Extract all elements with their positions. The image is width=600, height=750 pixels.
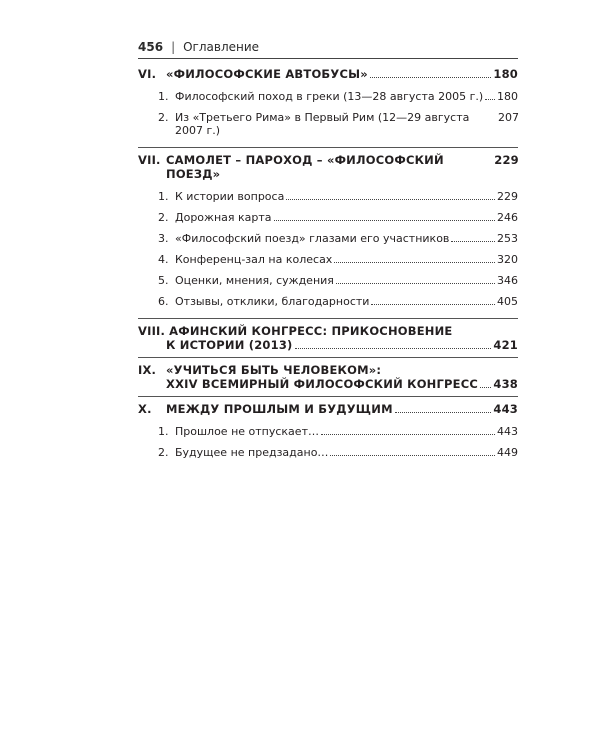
toc-entry[interactable]: [138, 421, 518, 442]
leader-dots: [485, 99, 495, 100]
entry-number: 1.: [158, 425, 169, 438]
page-number: 456: [138, 40, 164, 54]
leader-dots: [336, 283, 495, 284]
table-of-contents: [138, 62, 518, 469]
section-title-line2: К ИСТОРИИ (2013): [166, 338, 293, 352]
toc-entry[interactable]: [138, 86, 518, 107]
entry-title: «Философский поезд» глазами его участников: [175, 232, 450, 245]
leader-dots: [370, 77, 492, 78]
toc-section-vi: [138, 62, 518, 148]
entry-number: 5.: [158, 274, 169, 287]
toc-section-x: [138, 397, 518, 469]
section-page: 229: [494, 153, 519, 167]
entry-number: 2.: [158, 211, 169, 224]
running-header: [138, 40, 518, 54]
section-entries: [138, 421, 518, 469]
entry-title: Дорожная карта: [175, 211, 272, 224]
entry-title: Отзывы, отклики, благодарности: [175, 295, 370, 308]
section-number: VIII.: [138, 324, 166, 338]
toc-entry[interactable]: [138, 107, 518, 141]
entry-title: Философский поход в греки (13—28 августа 2005 г.): [175, 90, 484, 103]
leader-dots: [295, 348, 492, 349]
section-entries: [138, 186, 518, 318]
entry-page: 180: [497, 90, 518, 103]
entry-number: 6.: [158, 295, 169, 308]
entry-number: 1.: [158, 90, 169, 103]
entry-title: Конференц-зал на колесах: [175, 253, 333, 266]
entry-page: 346: [497, 274, 518, 287]
toc-entry[interactable]: [138, 270, 518, 291]
toc-section-vii: [138, 148, 518, 319]
section-title-line1: «УЧИТЬСЯ БЫТЬ ЧЕЛОВЕКОМ»:: [166, 363, 382, 377]
entry-number: 4.: [158, 253, 169, 266]
entry-page: 246: [497, 211, 518, 224]
section-page: 438: [493, 377, 518, 391]
entry-page: 443: [497, 425, 518, 438]
entry-title: Оценки, мнения, суждения: [175, 274, 334, 287]
entry-number: 2.: [158, 446, 169, 459]
toc-entry[interactable]: [138, 207, 518, 228]
entry-page: 207: [498, 111, 519, 124]
leader-dots: [451, 241, 495, 242]
entry-number: 3.: [158, 232, 169, 245]
section-heading[interactable]: [138, 397, 518, 421]
section-page: 180: [493, 67, 518, 81]
section-page: 443: [493, 402, 518, 416]
entry-page: 229: [497, 190, 518, 203]
section-number: VII.: [138, 153, 161, 167]
section-number: IX.: [138, 363, 157, 377]
leader-dots: [480, 387, 491, 388]
section-heading[interactable]: [138, 358, 518, 396]
entry-title: Из «Третьего Рима» в Первый Рим (12—29 августа 2007 г.): [175, 111, 470, 137]
entry-title: Будущее не предзадано…: [175, 446, 329, 459]
toc-entry[interactable]: [138, 442, 518, 463]
entry-page: 449: [497, 446, 518, 459]
section-number: X.: [138, 402, 152, 416]
header-rule: [138, 58, 518, 59]
leader-dots: [274, 220, 495, 221]
section-heading[interactable]: [138, 148, 518, 186]
leader-dots: [286, 199, 495, 200]
section-title: «ФИЛОСОФСКИЕ АВТОБУСЫ»: [166, 67, 368, 81]
section-number: VI.: [138, 67, 157, 81]
toc-entry[interactable]: [138, 291, 518, 312]
section-title-line1: АФИНСКИЙ КОНГРЕСС: ПРИКОСНОВЕНИЕ: [169, 324, 453, 338]
toc-entry[interactable]: [138, 186, 518, 207]
leader-dots: [334, 262, 495, 263]
toc-section-viii: [138, 319, 518, 358]
leader-dots: [371, 304, 495, 305]
entry-page: 405: [497, 295, 518, 308]
section-title-line2: XXIV ВСЕМИРНЫЙ ФИЛОСОФСКИЙ КОНГРЕСС: [166, 377, 479, 391]
entry-number: 1.: [158, 190, 169, 203]
toc-section-ix: [138, 358, 518, 397]
entry-page: 320: [497, 253, 518, 266]
leader-dots: [321, 434, 495, 435]
entry-number: 2.: [158, 111, 169, 124]
entry-title: К истории вопроса: [175, 190, 285, 203]
section-heading[interactable]: [138, 319, 518, 357]
leader-dots: [395, 412, 492, 413]
toc-entry[interactable]: [138, 249, 518, 270]
toc-entry[interactable]: [138, 228, 518, 249]
section-page: 421: [493, 338, 518, 352]
section-heading[interactable]: [138, 62, 518, 86]
section-entries: [138, 86, 518, 147]
entry-title: Прошлое не отпускает…: [175, 425, 319, 438]
header-separator: |: [171, 40, 176, 54]
section-title: МЕЖДУ ПРОШЛЫМ И БУДУЩИМ: [166, 402, 393, 416]
leader-dots: [330, 455, 495, 456]
entry-page: 253: [497, 232, 518, 245]
header-title: Оглавление: [183, 40, 260, 54]
section-title: САМОЛЕТ – ПАРОХОД – «ФИЛОСОФСКИЙ ПОЕЗД»: [166, 153, 444, 181]
